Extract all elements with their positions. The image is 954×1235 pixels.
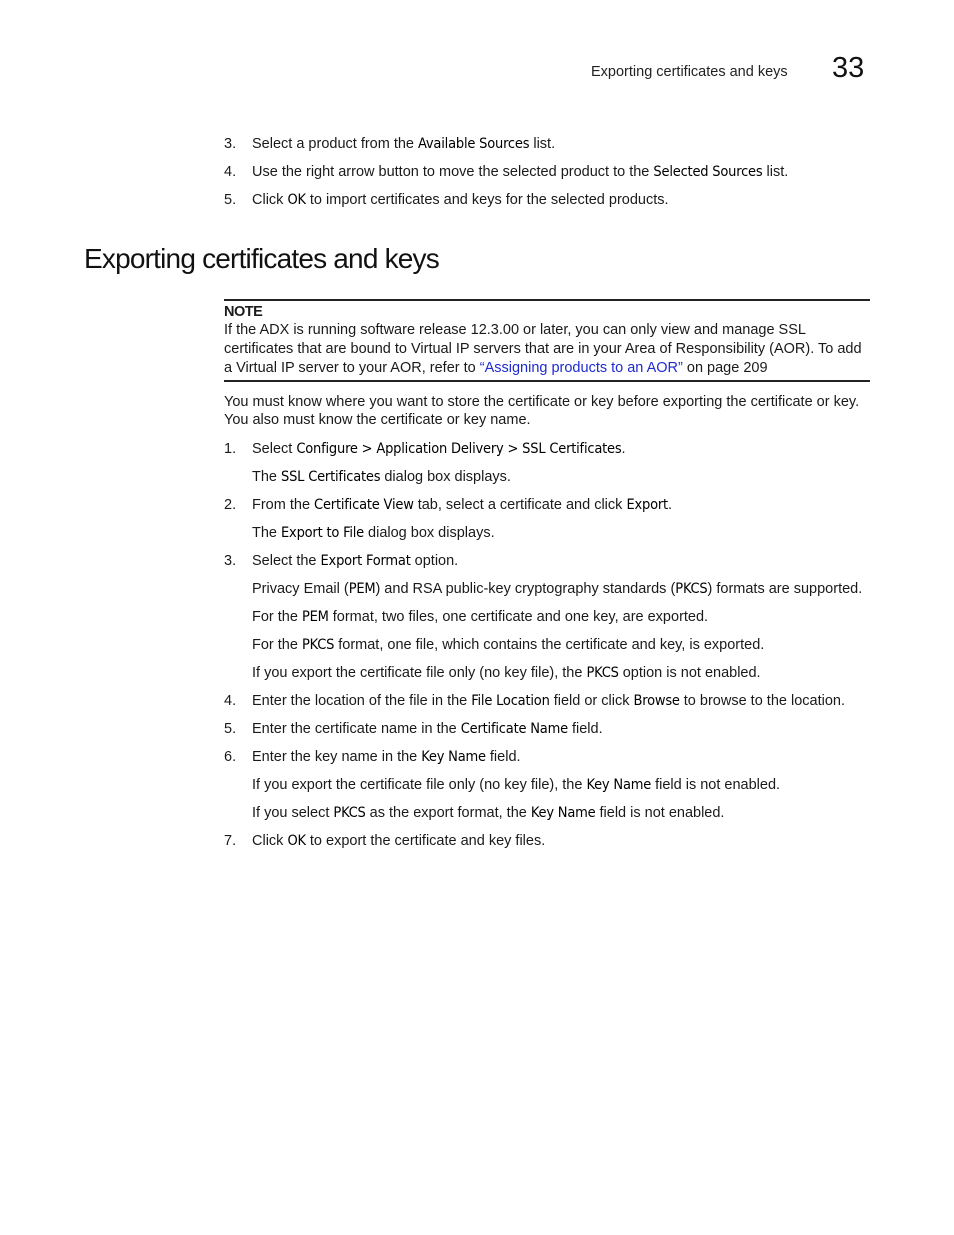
list-item: Privacy Email (PEM) and RSA public-key cryptography standards (PKCS) formats are supported. — [252, 581, 863, 597]
list-item: 1. Select Configure > Application Delivery > SSL Certificates. — [224, 441, 626, 457]
ui-term: SSL Certificates — [281, 469, 381, 485]
ui-term: Export — [626, 497, 668, 513]
ui-term: Export to File — [281, 525, 365, 541]
ui-term: OK — [287, 192, 306, 208]
step-number: 2. — [224, 497, 237, 513]
list-item: 3. Select the Export Format option. — [224, 553, 459, 569]
ui-term: PKCS — [675, 581, 708, 597]
step-number: 4. — [224, 693, 237, 709]
list-item: 5. Click OK to import certificates and keys for the selected products. — [224, 192, 669, 208]
list-item: 4. Use the right arrow button to move the selected product to the Selected Sources list. — [224, 164, 789, 180]
list-item: The SSL Certificates dialog box displays. — [252, 469, 511, 485]
ui-term: Key Name — [530, 805, 596, 821]
step-number: 1. — [224, 441, 237, 457]
step-number: 6. — [224, 749, 237, 765]
step-number: 5. — [224, 721, 237, 737]
ui-term: Key Name — [586, 777, 652, 793]
list-item: 4. Enter the location of the file in the File Location field or click Browse to browse to the location. — [224, 693, 845, 709]
ui-term: PKCS — [333, 805, 366, 821]
list-item: The Export to File dialog box displays. — [252, 525, 495, 541]
list-item: For the PKCS format, one file, which contains the certificate and key, is exported. — [252, 637, 765, 653]
note-text: If the ADX is running software release 12.3.00 or later, you can only view and manage SSL certificates that are bound to Virtual IP servers that are in your Area of Responsibility (AOR). To add a Virtual IP server to your AOR, refer to “Assigning products to an AOR” on page 209 — [224, 322, 862, 376]
list-item: 2. From the Certificate View tab, select a certificate and click Export. — [224, 497, 672, 513]
ui-term: PKCS — [301, 637, 335, 653]
ui-term: Certificate View — [314, 497, 414, 513]
ui-term: PKCS — [586, 665, 619, 681]
cross-reference-link[interactable]: “Assigning products to an AOR” — [479, 360, 683, 376]
intro-paragraph: You must know where you want to store the certificate or key before exporting the certificate or key. You also must know the certificate or key name. — [224, 394, 860, 428]
list-item: For the PEM format, two files, one certificate and one key, are exported. — [252, 609, 709, 625]
chapter-number: 33 — [832, 52, 865, 84]
ui-term: Key Name — [421, 749, 486, 765]
list-item: 5. Enter the certificate name in the Certificate Name field. — [224, 721, 603, 737]
ui-term: File Location — [471, 693, 550, 709]
list-item: 7. Click OK to export the certificate and key files. — [224, 833, 546, 849]
ui-term: Certificate Name — [460, 721, 568, 737]
ui-term: Configure > Application Delivery > SSL Certificates — [296, 441, 622, 457]
list-item: If you export the certificate file only (no key file), the Key Name field is not enabled. — [252, 777, 781, 793]
ui-term: Selected Sources — [653, 164, 763, 180]
ui-term: OK — [287, 833, 306, 849]
step-number: 5. — [224, 192, 237, 208]
ui-term: Browse — [633, 693, 680, 709]
list-item: 3. Select a product from the Available Sources list. — [224, 136, 556, 152]
step-number: 3. — [224, 553, 237, 569]
ui-term: PEM — [301, 609, 329, 625]
ui-term: Available Sources — [418, 136, 530, 152]
note-top-rule — [224, 299, 870, 301]
note-label: NOTE — [224, 304, 263, 320]
list-item: If you select PKCS as the export format, the Key Name field is not enabled. — [252, 805, 725, 821]
list-item: If you export the certificate file only (no key file), the PKCS option is not enabled. — [252, 665, 761, 681]
section-title: Exporting certificates and keys — [84, 243, 439, 274]
step-number: 4. — [224, 164, 237, 180]
step-number: 3. — [224, 136, 237, 152]
step-number: 7. — [224, 833, 237, 849]
running-head: Exporting certificates and keys — [591, 64, 788, 80]
note-bottom-rule — [224, 380, 870, 382]
list-item: 6. Enter the key name in the Key Name field. — [224, 749, 521, 765]
ui-term: Export Format — [320, 553, 411, 569]
ui-term: PEM — [348, 581, 376, 597]
